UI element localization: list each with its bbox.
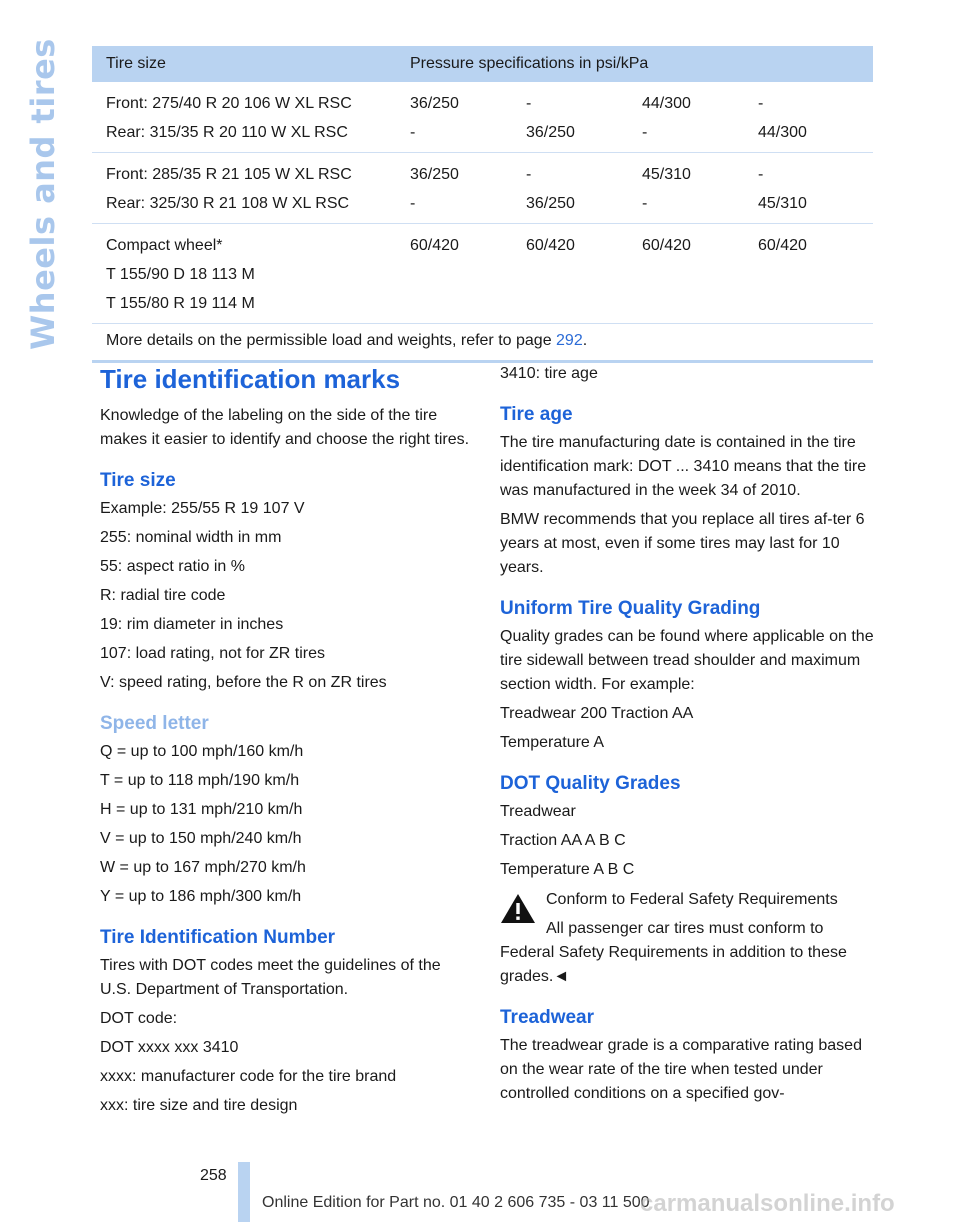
table-row — [92, 82, 873, 153]
tin-intro: Tires with DOT codes meet the guidelines of the U.S. Department of Transportation. — [100, 957, 441, 998]
warning-icon — [500, 892, 536, 925]
note-text: More details on the permissible load and weights, refer to page — [106, 332, 557, 349]
table-cell: - — [410, 195, 416, 212]
tire-pressure-table — [92, 46, 873, 363]
edition-text: Online Edition for Part no. 01 40 2 606 735 - 03 11 500 — [262, 1194, 650, 1211]
list-item: 55: aspect ratio in % — [100, 558, 245, 575]
note-end: . — [582, 332, 588, 349]
left-column — [100, 362, 472, 1123]
list-item: Traction AA A B C — [500, 832, 626, 849]
list-item: xxxx: manufacturer code for the tire brand — [100, 1068, 397, 1085]
table-cell: 36/250 — [410, 166, 459, 183]
list-item: Example: 255/55 R 19 107 V — [100, 500, 305, 517]
intro-paragraph: Knowledge of the labeling on the side of the tire makes it easier to identify and choose the right tires. — [100, 407, 470, 448]
list-item: Treadwear — [500, 803, 576, 820]
page-number: 258 — [200, 1167, 227, 1184]
table-cell: - — [758, 95, 764, 112]
list-item: 19: rim diameter in inches — [100, 616, 284, 633]
table-cell: 45/310 — [642, 166, 691, 183]
table-note — [92, 324, 873, 363]
watermark: carmanualsonline.info — [640, 1190, 895, 1217]
list-item: Temperature A — [500, 734, 605, 751]
page-reference-link[interactable]: 292 — [556, 332, 583, 349]
table-cell: 45/310 — [758, 195, 807, 212]
table-cell: 36/250 — [526, 124, 575, 141]
table-cell: 36/250 — [526, 195, 575, 212]
dot-grades-heading: DOT Quality Grades — [500, 773, 681, 794]
list-item: Y = up to 186 mph/300 km/h — [100, 888, 302, 905]
table-cell: - — [758, 166, 764, 183]
warning-title: Conform to Federal Safety Requirements — [546, 891, 838, 908]
table-header — [92, 46, 873, 82]
list-item: V = up to 150 mph/240 km/h — [100, 830, 302, 847]
table-cell: 60/420 — [642, 237, 691, 254]
list-item: H = up to 131 mph/210 km/h — [100, 801, 303, 818]
table-cell: - — [526, 95, 532, 112]
age-line: 3410: tire age — [500, 365, 598, 382]
side-tab-label: Wheels and tires — [24, 38, 62, 350]
table-cell: 44/300 — [758, 124, 807, 141]
list-item: Temperature A B C — [500, 861, 635, 878]
treadwear-paragraph: The treadwear grade is a comparative rating based on the wear rate of the tire when tested under controlled conditions on a specified gov- — [500, 1037, 862, 1102]
age-paragraph: The tire manufacturing date is contained in the tire identification mark: DOT ... 3410 means that the tire was manufactured in the week 34 of 2010. — [500, 434, 867, 499]
table-cell: 36/250 — [410, 95, 459, 112]
list-item: 255: nominal width in mm — [100, 529, 282, 546]
table-row — [92, 153, 873, 224]
table-cell: Front: 275/40 R 20 106 W XL RSC — [106, 95, 352, 112]
utqg-heading: Uniform Tire Quality Grading — [500, 598, 761, 619]
age-recommendation: BMW recommends that you replace all tires af-ter 6 years at most, even if some tires may last for 10 years. — [500, 511, 865, 576]
warning-body: All passenger car tires must conform to Federal Safety Requirements in addition to these grades.◄ — [500, 920, 847, 985]
list-item: DOT xxxx xxx 3410 — [100, 1039, 239, 1056]
table-cell: - — [526, 166, 532, 183]
footer-divider — [238, 1162, 250, 1222]
list-item: Q = up to 100 mph/160 km/h — [100, 743, 304, 760]
tire-age-heading: Tire age — [500, 404, 573, 425]
table-cell: 44/300 — [642, 95, 691, 112]
table-cell: T 155/90 D 18 113 M — [106, 266, 255, 283]
list-item: xxx: tire size and tire design — [100, 1097, 298, 1114]
utqg-paragraph: Quality grades can be found where applicable on the tire sidewall between tread shoulder and maximum section width. For example: — [500, 628, 874, 693]
list-item: V: speed rating, before the R on ZR tires — [100, 674, 387, 691]
list-item: DOT code: — [100, 1010, 178, 1027]
treadwear-heading: Treadwear — [500, 1007, 594, 1028]
list-item: T = up to 118 mph/190 km/h — [100, 772, 300, 789]
table-cell: T 155/80 R 19 114 M — [106, 295, 255, 312]
tin-heading: Tire Identification Number — [100, 927, 336, 948]
warning-block — [500, 888, 875, 989]
list-item: 107: load rating, not for ZR tires — [100, 645, 325, 662]
table-cell: - — [642, 195, 648, 212]
section-title: Tire identification marks — [100, 364, 401, 394]
speed-letter-heading: Speed letter — [100, 713, 209, 734]
list-item: W = up to 167 mph/270 km/h — [100, 859, 306, 876]
section-side-tab — [22, 40, 62, 360]
list-item: R: radial tire code — [100, 587, 226, 604]
table-cell: 60/420 — [410, 237, 459, 254]
header-tire-size: Tire size — [106, 55, 166, 72]
table-cell: 60/420 — [758, 237, 807, 254]
table-cell: - — [410, 124, 416, 141]
table-row — [92, 224, 873, 324]
table-cell: Rear: 315/35 R 20 110 W XL RSC — [106, 124, 348, 141]
table-cell: - — [642, 124, 648, 141]
table-cell: Front: 285/35 R 21 105 W XL RSC — [106, 166, 352, 183]
list-item: Treadwear 200 Traction AA — [500, 705, 694, 722]
table-cell: Compact wheel* — [106, 237, 223, 254]
table-cell: 60/420 — [526, 237, 575, 254]
tire-size-heading: Tire size — [100, 470, 176, 491]
table-cell: Rear: 325/30 R 21 108 W XL RSC — [106, 195, 350, 212]
header-pressure: Pressure specifications in psi/kPa — [410, 55, 649, 72]
right-column — [500, 362, 875, 1111]
